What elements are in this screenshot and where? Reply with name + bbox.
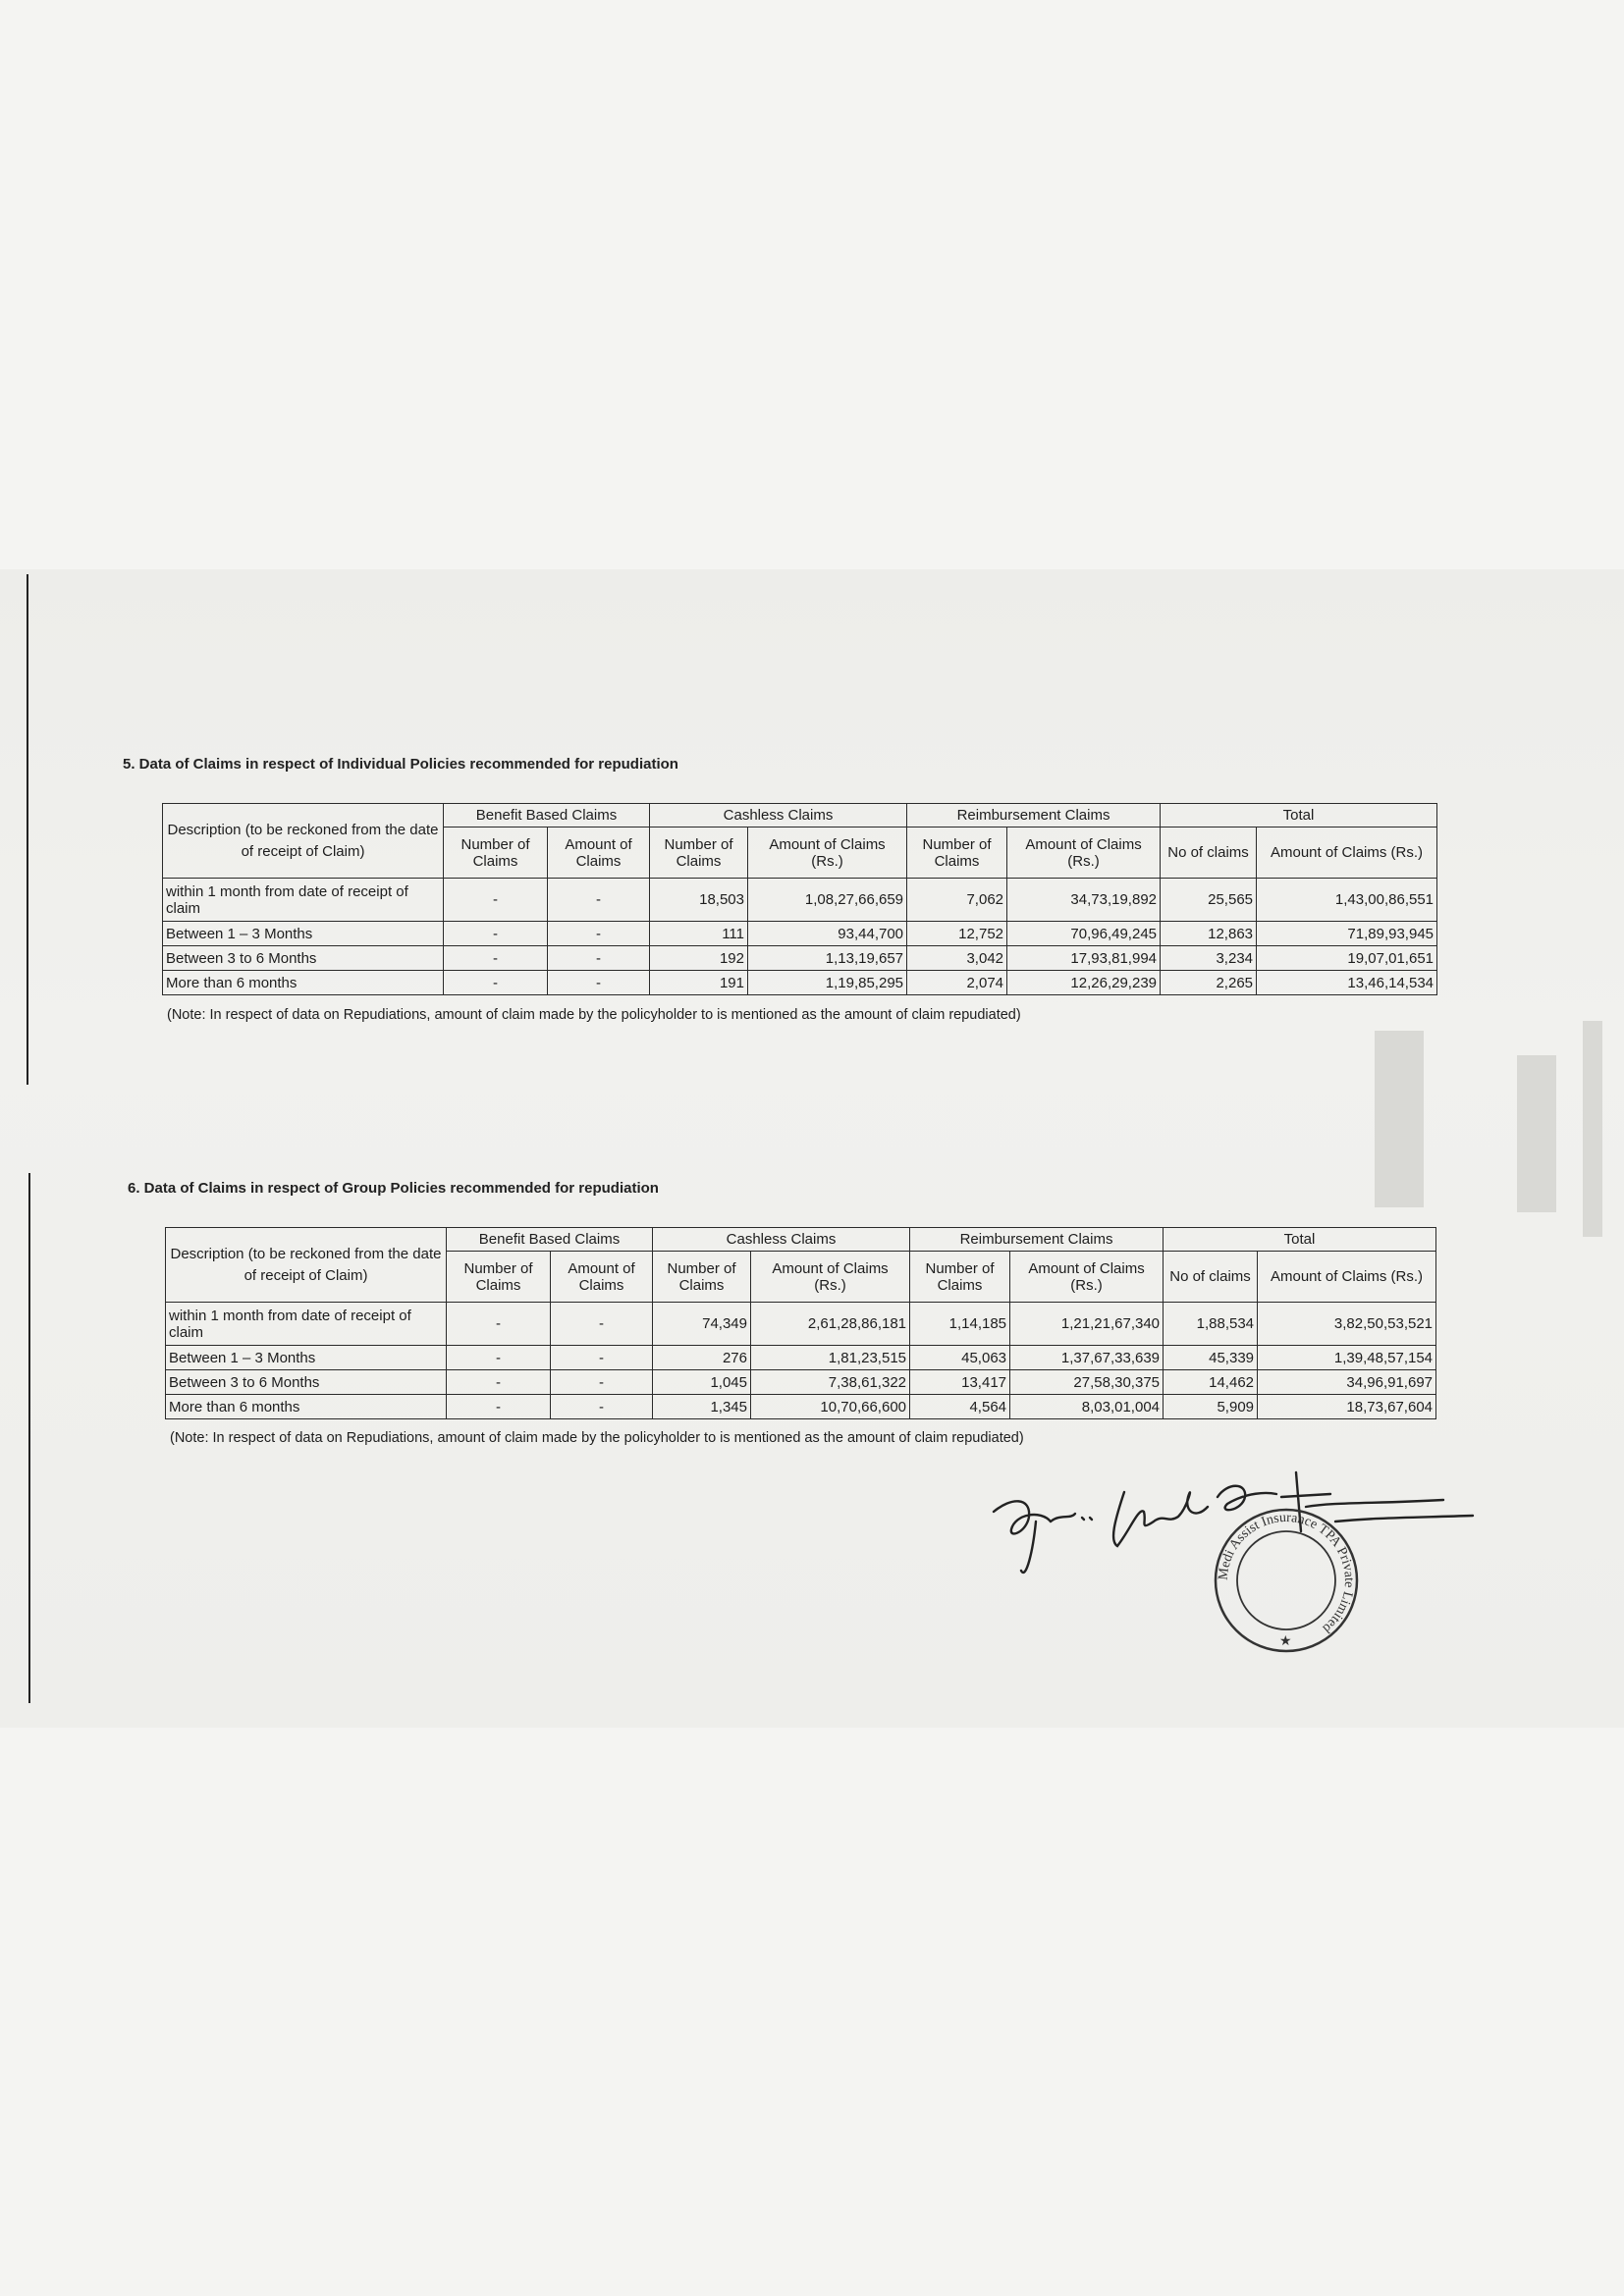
row-description: within 1 month from date of receipt of claim xyxy=(163,879,444,922)
row-description: More than 6 months xyxy=(166,1395,447,1419)
cell: - xyxy=(447,1303,551,1346)
table-row xyxy=(166,1370,1436,1395)
cell: 19,07,01,651 xyxy=(1257,946,1437,971)
subheader: Amount of Claims (Rs.) xyxy=(1007,828,1161,879)
cell: 1,43,00,86,551 xyxy=(1257,879,1437,922)
subheader: Number of Claims xyxy=(653,1252,751,1303)
cell: 1,37,67,33,639 xyxy=(1010,1346,1164,1370)
section-5-title: 5. Data of Claims in respect of Individual Policies recommended for repudiation xyxy=(123,756,678,773)
cell: 45,063 xyxy=(910,1346,1010,1370)
cell: 13,417 xyxy=(910,1370,1010,1395)
subheader: Number of Claims xyxy=(447,1252,551,1303)
cell: 1,08,27,66,659 xyxy=(748,879,907,922)
cell: 2,61,28,86,181 xyxy=(751,1303,910,1346)
cell: 191 xyxy=(650,971,748,995)
row-description: Between 3 to 6 Months xyxy=(163,946,444,971)
section-6-title: 6. Data of Claims in respect of Group Policies recommended for repudiation xyxy=(128,1180,659,1197)
cell: 1,14,185 xyxy=(910,1303,1010,1346)
subheader: Number of Claims xyxy=(907,828,1007,879)
cell: 34,73,19,892 xyxy=(1007,879,1161,922)
cell: - xyxy=(548,879,650,922)
cell: 7,38,61,322 xyxy=(751,1370,910,1395)
cell: 1,88,534 xyxy=(1164,1303,1258,1346)
cell: 27,58,30,375 xyxy=(1010,1370,1164,1395)
stamp-text: Medi Assist Insurance TPA Private Limited xyxy=(1216,1510,1357,1636)
table-row xyxy=(163,971,1437,995)
cell: - xyxy=(447,1370,551,1395)
company-stamp xyxy=(1216,1510,1357,1651)
reimbursement-header: Reimbursement Claims xyxy=(910,1228,1164,1252)
cell: - xyxy=(447,1395,551,1419)
cell: - xyxy=(444,946,548,971)
table-row xyxy=(166,1395,1436,1419)
table-row xyxy=(166,1346,1436,1370)
subheader: Amount of Claims xyxy=(551,1252,653,1303)
individual-repudiation-table xyxy=(162,803,1437,995)
scan-noise xyxy=(1583,1021,1602,1237)
row-description: Between 3 to 6 Months xyxy=(166,1370,447,1395)
cell: - xyxy=(551,1370,653,1395)
row-description: Between 1 – 3 Months xyxy=(163,922,444,946)
subheader: No of claims xyxy=(1164,1252,1258,1303)
scan-noise xyxy=(1375,1031,1424,1207)
cell: 74,349 xyxy=(653,1303,751,1346)
section-5-note: (Note: In respect of data on Repudiations, amount of claim made by the policyholder to is mentioned as the amount of claim repudiated) xyxy=(167,1007,1021,1023)
cell: 18,503 xyxy=(650,879,748,922)
cell: 34,96,91,697 xyxy=(1258,1370,1436,1395)
subheader: Amount of Claims (Rs.) xyxy=(748,828,907,879)
description-header: Description (to be reckoned from the date of receipt of Claim) xyxy=(163,804,444,879)
subheader: Amount of Claims (Rs.) xyxy=(1257,828,1437,879)
cell: 3,82,50,53,521 xyxy=(1258,1303,1436,1346)
signature-and-stamp xyxy=(982,1453,1492,1679)
cell: 93,44,700 xyxy=(748,922,907,946)
cell: 1,81,23,515 xyxy=(751,1346,910,1370)
cell: 8,03,01,004 xyxy=(1010,1395,1164,1419)
cell: 18,73,67,604 xyxy=(1258,1395,1436,1419)
cell: - xyxy=(548,971,650,995)
subheader: Number of Claims xyxy=(910,1252,1010,1303)
group-repudiation-table xyxy=(165,1227,1436,1419)
row-description: More than 6 months xyxy=(163,971,444,995)
cell: 1,345 xyxy=(653,1395,751,1419)
subheader: Amount of Claims (Rs.) xyxy=(1258,1252,1436,1303)
subheader: Amount of Claims xyxy=(548,828,650,879)
reimbursement-header: Reimbursement Claims xyxy=(907,804,1161,828)
subheader: Number of Claims xyxy=(444,828,548,879)
cell: 13,46,14,534 xyxy=(1257,971,1437,995)
cell: 17,93,81,994 xyxy=(1007,946,1161,971)
cell: 2,265 xyxy=(1161,971,1257,995)
cell: - xyxy=(551,1395,653,1419)
cell: 111 xyxy=(650,922,748,946)
cell: - xyxy=(444,922,548,946)
description-header: Description (to be reckoned from the date of receipt of Claim) xyxy=(166,1228,447,1303)
total-header: Total xyxy=(1164,1228,1436,1252)
cell: - xyxy=(447,1346,551,1370)
row-description: Between 1 – 3 Months xyxy=(166,1346,447,1370)
cell: 14,462 xyxy=(1164,1370,1258,1395)
cashless-header: Cashless Claims xyxy=(653,1228,910,1252)
cell: 45,339 xyxy=(1164,1346,1258,1370)
benefit-based-header: Benefit Based Claims xyxy=(444,804,650,828)
table-row xyxy=(163,922,1437,946)
subheader: Number of Claims xyxy=(650,828,748,879)
table-row xyxy=(163,946,1437,971)
cell: - xyxy=(444,971,548,995)
table-row xyxy=(166,1303,1436,1346)
cell: - xyxy=(548,922,650,946)
cell: 3,234 xyxy=(1161,946,1257,971)
cell: 71,89,93,945 xyxy=(1257,922,1437,946)
cell: - xyxy=(551,1346,653,1370)
cell: 12,863 xyxy=(1161,922,1257,946)
cell: 3,042 xyxy=(907,946,1007,971)
cell: 1,39,48,57,154 xyxy=(1258,1346,1436,1370)
cell: 2,074 xyxy=(907,971,1007,995)
subheader: Amount of Claims (Rs.) xyxy=(1010,1252,1164,1303)
cell: 1,19,85,295 xyxy=(748,971,907,995)
cell: 1,13,19,657 xyxy=(748,946,907,971)
cell: 5,909 xyxy=(1164,1395,1258,1419)
cell: 276 xyxy=(653,1346,751,1370)
scan-edge-mark xyxy=(28,1173,30,1703)
cell: 12,26,29,239 xyxy=(1007,971,1161,995)
scan-edge-mark xyxy=(27,574,28,1085)
table-row xyxy=(163,879,1437,922)
cell: - xyxy=(548,946,650,971)
cell: 70,96,49,245 xyxy=(1007,922,1161,946)
cell: - xyxy=(444,879,548,922)
cell: - xyxy=(551,1303,653,1346)
stamp-star-icon: ★ xyxy=(1279,1633,1292,1649)
row-description: within 1 month from date of receipt of claim xyxy=(166,1303,447,1346)
subheader: No of claims xyxy=(1161,828,1257,879)
cell: 10,70,66,600 xyxy=(751,1395,910,1419)
benefit-based-header: Benefit Based Claims xyxy=(447,1228,653,1252)
cell: 1,21,21,67,340 xyxy=(1010,1303,1164,1346)
cell: 4,564 xyxy=(910,1395,1010,1419)
cell: 1,045 xyxy=(653,1370,751,1395)
subheader: Amount of Claims (Rs.) xyxy=(751,1252,910,1303)
section-6-note: (Note: In respect of data on Repudiations, amount of claim made by the policyholder to is mentioned as the amount of claim repudiated) xyxy=(170,1430,1024,1446)
cell: 25,565 xyxy=(1161,879,1257,922)
cell: 7,062 xyxy=(907,879,1007,922)
scan-noise xyxy=(1517,1055,1556,1212)
cell: 12,752 xyxy=(907,922,1007,946)
cashless-header: Cashless Claims xyxy=(650,804,907,828)
cell: 192 xyxy=(650,946,748,971)
total-header: Total xyxy=(1161,804,1437,828)
